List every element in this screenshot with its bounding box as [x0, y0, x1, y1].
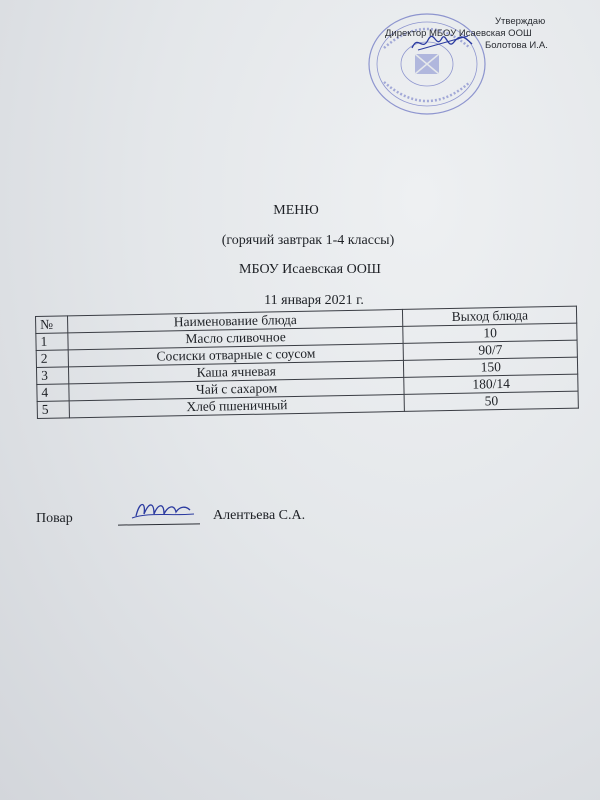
dish-yield: 10 — [403, 323, 577, 343]
cook-role-label: Повар — [36, 511, 73, 526]
row-number: 4 — [37, 384, 69, 402]
director-signature — [408, 30, 478, 56]
column-header-yield: Выход блюда — [403, 306, 577, 326]
row-number: 5 — [37, 401, 69, 419]
approval-position: Директор МБОУ Исаевская ООШ — [385, 28, 532, 39]
approval-line: Утверждаю — [495, 16, 546, 27]
dish-yield: 150 — [404, 357, 578, 377]
dish-name: Каша ячневая — [68, 360, 404, 383]
dish-name: Масло сливочное — [68, 326, 404, 349]
dish-yield: 180/14 — [404, 374, 578, 394]
dish-yield: 50 — [405, 391, 579, 411]
cook-name: Алентьева С.А. — [213, 508, 306, 523]
cook-signature — [128, 494, 198, 524]
dish-yield: 90/7 — [404, 340, 578, 360]
dish-name: Хлеб пшеничный — [69, 394, 405, 417]
school-name: МБОУ Исаевская ООШ — [239, 262, 381, 277]
page-subtitle: (горячий завтрак 1-4 классы) — [221, 233, 395, 248]
approval-name: Болотова И.А. — [485, 40, 548, 51]
official-stamp — [362, 8, 492, 120]
menu-date: 11 января 2021 г. — [264, 293, 364, 308]
dish-name: Сосиски отварные с соусом — [68, 343, 404, 366]
column-header-number: № — [36, 316, 68, 334]
column-header-dish: Наименование блюда — [67, 309, 403, 332]
row-number: 2 — [36, 350, 68, 368]
row-number: 3 — [36, 367, 68, 385]
menu-table — [35, 306, 579, 419]
signature-line — [118, 523, 200, 525]
row-number: 1 — [36, 333, 68, 351]
dish-name: Чай с сахаром — [69, 377, 405, 400]
page-title: МЕНЮ — [273, 203, 319, 218]
